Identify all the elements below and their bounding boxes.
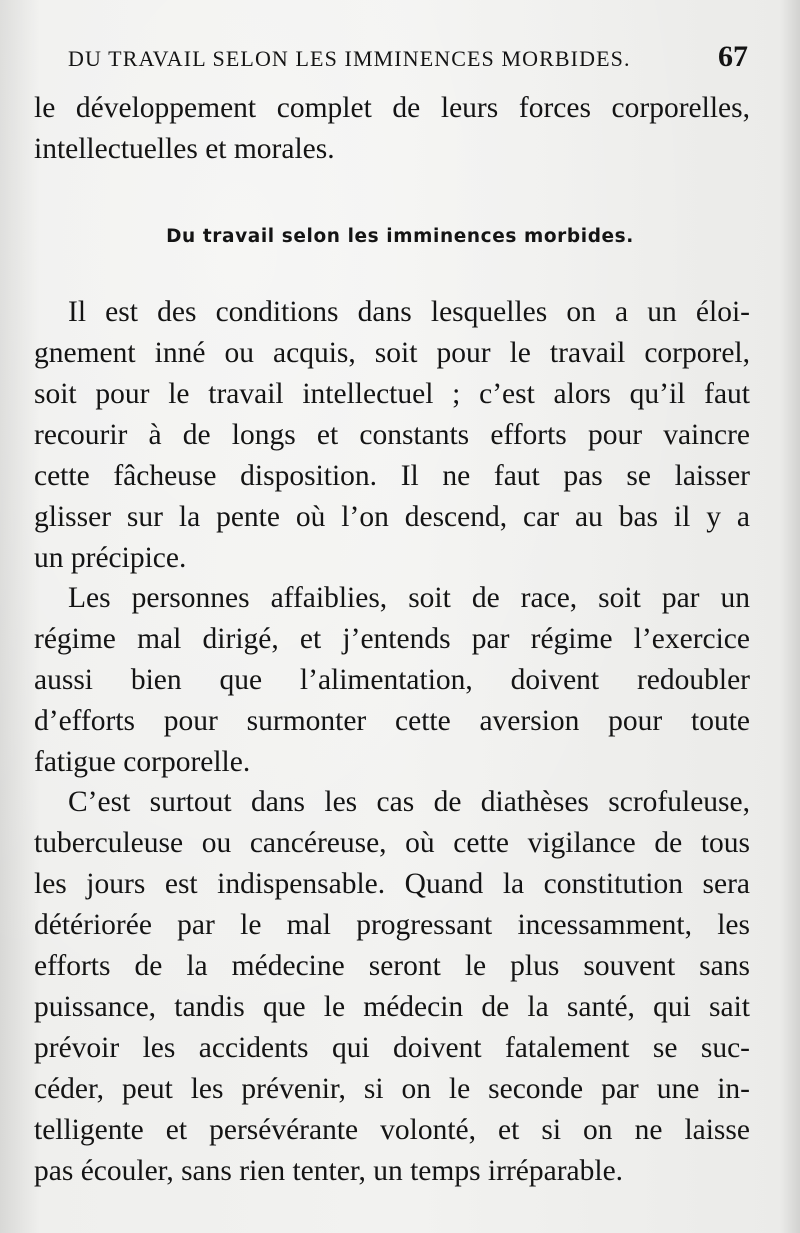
paragraph-1 (34, 292, 750, 579)
running-title: DU TRAVAIL SELON LES IMMINENCES MORBIDES. (68, 46, 631, 71)
paragraph-3 (34, 782, 750, 1192)
text-line: les jours est indispensable. Quand la constitution sera (34, 868, 750, 900)
text-line: efforts de la médecine seront le plus souvent sans (34, 950, 750, 982)
text-line: intellectuelles et morales. (34, 133, 335, 165)
text-line: prévoir les accidents qui doivent fatalement se suc- (34, 1032, 750, 1064)
continued-paragraph (34, 88, 750, 170)
text-line: tuberculeuse ou cancéreuse, où cette vigilance de tous (34, 827, 750, 859)
page-number: 67 (718, 40, 748, 73)
text-line: glisser sur la pente où l’on descend, car au bas il y a (34, 501, 750, 533)
text-line: céder, peut les prévenir, si on le seconde par une in- (34, 1073, 750, 1105)
text-line: C’est surtout dans les cas de diathèses scrofuleuse, (68, 786, 750, 818)
text-line: un précipice. (34, 542, 187, 574)
text-line: gnement inné ou acquis, soit pour le travail corporel, (34, 337, 750, 369)
text-line: recourir à de longs et constants efforts pour vaincre (34, 419, 750, 451)
text-line: régime mal dirigé, et j’entends par régime l’exercice (34, 623, 750, 655)
text-line: détériorée par le mal progressant incessamment, les (34, 909, 750, 941)
text-line: fatigue corporelle. (34, 746, 251, 778)
text-line: aussi bien que l’alimentation, doivent redoubler (34, 664, 750, 696)
text-line: Il est des conditions dans lesquelles on a un éloi- (68, 296, 750, 328)
text-line: cette fâcheuse disposition. Il ne faut pas se laisser (34, 460, 750, 492)
text-line: d’efforts pour surmonter cette aversion pour toute (34, 705, 750, 737)
text-line: Les personnes affaiblies, soit de race, soit par un (68, 582, 750, 614)
text-line: puissance, tandis que le médecin de la santé, qui sait (34, 991, 750, 1023)
section-heading: Du travail selon les imminences morbides. (166, 226, 634, 247)
text-line: pas écouler, sans rien tenter, un temps irréparable. (34, 1155, 624, 1187)
text-line: soit pour le travail intellectuel ; c’est alors qu’il faut (34, 378, 750, 410)
text-line: le développement complet de leurs forces corporelles, (34, 92, 750, 124)
paragraph-2 (34, 578, 750, 783)
running-head (68, 40, 748, 80)
text-line: telligente et persévérante volonté, et si on ne laisse (34, 1114, 750, 1146)
